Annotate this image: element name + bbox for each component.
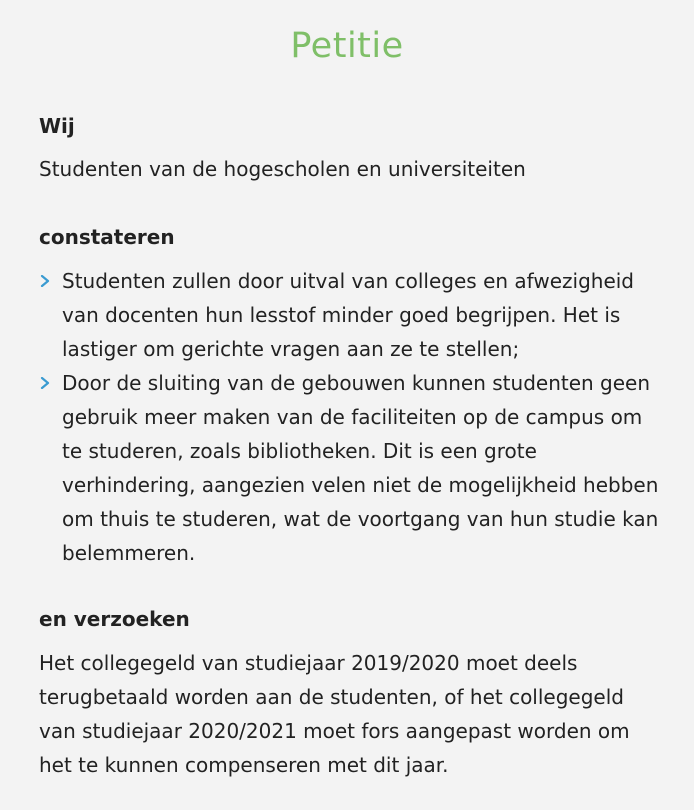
- section-text-verzoeken: Het collegegeld van studiejaar 2019/2020 moet deels terugbetaald worden aan de studenten, of het collegegeld van studiejaar 2020/2021 moet fors aangepast worden om het te kunnen compenseren met dit jaar.: [39, 651, 630, 777]
- chevron-right-icon: [40, 366, 56, 400]
- section-heading-wij: Wij: [39, 114, 75, 138]
- list-item: [39, 264, 659, 366]
- list-item-text: Door de sluiting van de gebouwen kunnen studenten geen gebruik meer maken van de faciliteiten op de campus om te studeren, zoals bibliotheken. Dit is een grote verhindering, aangezien velen niet de mogelijkheid hebben om thuis te studeren, wat de voortgang van hun studie kan belemmeren.: [62, 371, 659, 565]
- constateren-list: [39, 264, 659, 570]
- chevron-right-icon: [40, 264, 56, 298]
- section-heading-verzoeken: en verzoeken: [39, 607, 190, 631]
- page-title: Petitie: [290, 26, 404, 66]
- list-item: [39, 366, 659, 570]
- section-heading-constateren: constateren: [39, 225, 175, 249]
- list-item-text: Studenten zullen door uitval van colleges en afwezigheid van docenten hun lesstof minder goed begrijpen. Het is lastiger om gerichte vragen aan ze te stellen;: [62, 269, 635, 361]
- section-text-wij: Studenten van de hogescholen en universiteiten: [39, 157, 526, 181]
